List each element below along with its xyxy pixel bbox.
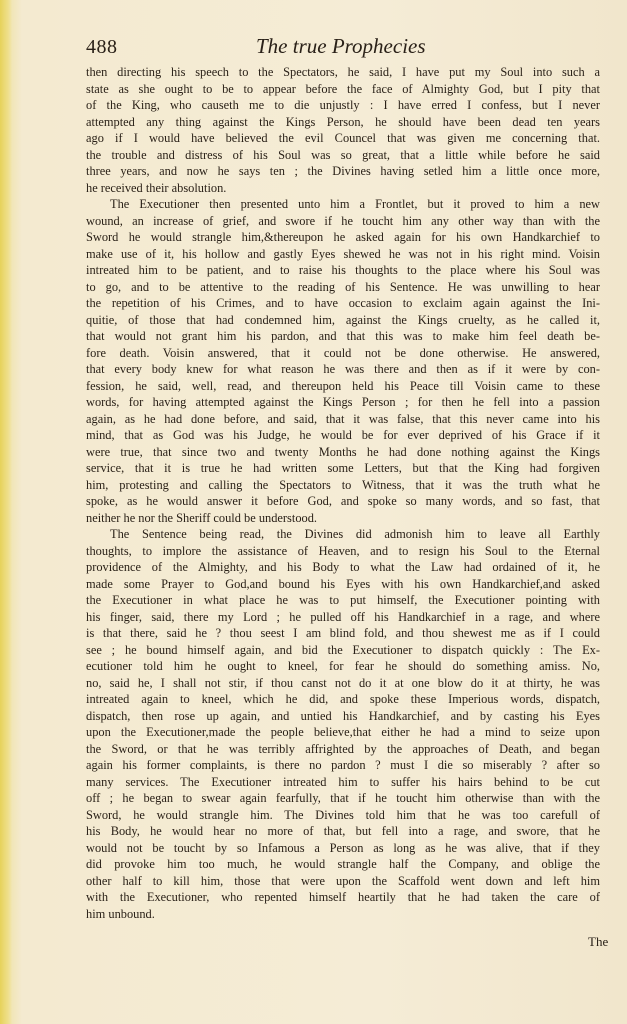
- running-title: The true Prophecies: [256, 34, 426, 58]
- text-line: Sword he would strangle him,&thereupon he asked again for his own Handkarchief to: [86, 230, 600, 244]
- text-line: ecutioner told him he ought to kneel, for fear he should do something amiss. No,: [86, 659, 600, 673]
- catchword: The: [588, 934, 609, 949]
- text-line: his Body, he would hear no more of that, but fell into a rage, and swore, that he: [86, 824, 600, 838]
- page-header: [86, 34, 601, 60]
- text-line: service, that it is true he had written some Letters, but that the King had forgiven: [86, 461, 600, 475]
- text-line: many services. The Executioner intreated him to suffer his hairs behind to be cut: [86, 774, 600, 789]
- page-gilt-edge: [0, 0, 12, 1024]
- text-line: make use of it, his hollow and gastly Eyes shewed he was not in his right mind. Voisin: [86, 246, 600, 261]
- text-line: him, protesting and calling the Spectators to Witness, that it was the truth what he: [86, 477, 600, 492]
- text-line: his finger, said, there my Lord ; he pulled off his Handkarchief in a rage, and where: [86, 609, 600, 624]
- text-line: made some Prayer to God,and bound his Eyes with his own Handkarchief,and asked: [86, 576, 600, 591]
- text-line: providence of the Almighty, and his Body to what the Law had ordained of it, he: [86, 560, 600, 574]
- text-line: dispatch, then rose up again, and untied his Handkarchief, and by casting his Eyes: [86, 708, 600, 723]
- text-line: again his former complaints, is there no pardon ? must I die so miserably ? after so: [86, 758, 600, 772]
- text-line: fession, he said, well, read, and thereupon held his Peace till Voisin came to these: [86, 378, 600, 393]
- text-line: of the King, who causeth me to die unjustly : I have erred I confess, but I never: [86, 98, 600, 112]
- text-line: again, as he had done before, and said, that it was false, that this never came into his: [86, 411, 600, 426]
- text-line: fore death. Voisin answered, that it could not be done otherwise. He answered,: [86, 345, 600, 360]
- text-line: intreated him to be patient, and to raise his thoughts to the place where his Soul was: [86, 263, 600, 277]
- text-line: see ; he bound himself again, and bid the Executioner to dispatch quickly : The Ex-: [86, 642, 600, 657]
- text-line: quitie, of those that had condemned him, against the Kings cruelty, as he called it,: [86, 312, 600, 327]
- text-line: with the Executioner, who repented himself heartily that he had taken the care of: [86, 890, 600, 904]
- text-line: state as she ought to be to appear before the face of Almighty God, but I pity that: [86, 81, 600, 96]
- text-line: the Executioner in what place he was to put himself, the Executioner pointing with: [86, 593, 600, 607]
- text-line: upon the Executioner,made the people believe,that either he had a mind to seize upon: [86, 725, 600, 739]
- text-line: attempted any thing against the Kings Person, he should have been dead ten years: [86, 114, 600, 129]
- text-line: mind, that as God was his Judge, he would be for ever deprived of his Grace if it: [86, 428, 600, 442]
- text-line: spoke, as he would answer it before God, and spoke so many words, and so fast, that: [86, 494, 600, 508]
- text-line: other half to kill him, those that were upon the Scaffold went down and left him: [86, 873, 600, 888]
- text-line: is that there, said he ? thou seest I am blind fold, and thou shewest me as if I could: [86, 626, 600, 640]
- text-line: that every body knew for what reason he was there and then as if it were by con-: [86, 362, 600, 376]
- text-line: would not be toucht by so Infamous a Person as long as he was alive, that if they: [86, 840, 600, 855]
- text-line: were true, that since two and twenty Months he had done nothing against the Kings: [86, 444, 600, 459]
- text-line: him unbound.: [86, 906, 155, 921]
- text-line: that would not grant him his pardon, and that this was to make him feel death be-: [86, 329, 600, 343]
- text-line: off ; he began to swear again fearfully, that if he toucht him otherwise than with the: [86, 791, 600, 805]
- text-line: the repetition of his Crimes, and to have occasion to exclaim again against the Ini-: [86, 296, 600, 310]
- text-line: three years, and now he says ten ; the Divines having setled him a little once more,: [86, 164, 600, 178]
- page-number: 488: [86, 36, 118, 58]
- text-line: ago if I would have believed the evil Councel that was given me concerning that.: [86, 131, 600, 145]
- text-line: intreated again to kneel, which he did, and spoke these Imperious words, dispatch,: [86, 692, 600, 706]
- text-line: no, said he, I shall not stir, if thou canst not do it at one blow do it at thirty, he was: [86, 675, 600, 690]
- text-line: thoughts, to implore the assistance of Heaven, and to resign his Soul to the Eternal: [86, 543, 600, 558]
- text-line: The Executioner then presented unto him a Frontlet, but it proved to him a new: [110, 197, 600, 211]
- text-line: to go, and to be attentive to the reading of his Sentence. He was unwilling to hear: [86, 279, 600, 294]
- text-line: did provoke him too much, he would strangle half the Company, and oblige the: [86, 857, 600, 871]
- text-line: the Sword, or that he was terribly affrighted by the approaches of Death, and began: [86, 741, 600, 756]
- text-line: the trouble and distress of his Soul was so great, that a little while before he said: [86, 147, 600, 162]
- text-line: Sword, he would strangle him. The Divines told him that he was too carefull of: [86, 807, 600, 822]
- text-line: The Sentence being read, the Divines did admonish him to leave all Earthly: [110, 527, 600, 541]
- body-text: [86, 64, 600, 922]
- text-line: then directing his speech to the Spectators, he said, I have put my Soul into such a: [86, 65, 600, 79]
- text-line: he received their absolution.: [86, 180, 227, 195]
- text-line: wound, an increase of grief, and swore if he toucht him any other way than with the: [86, 213, 600, 228]
- text-line: words, for having attempted against the Kings Person ; for then he fell into a passion: [86, 395, 600, 409]
- text-line: neither he nor the Sheriff could be understood.: [86, 510, 317, 525]
